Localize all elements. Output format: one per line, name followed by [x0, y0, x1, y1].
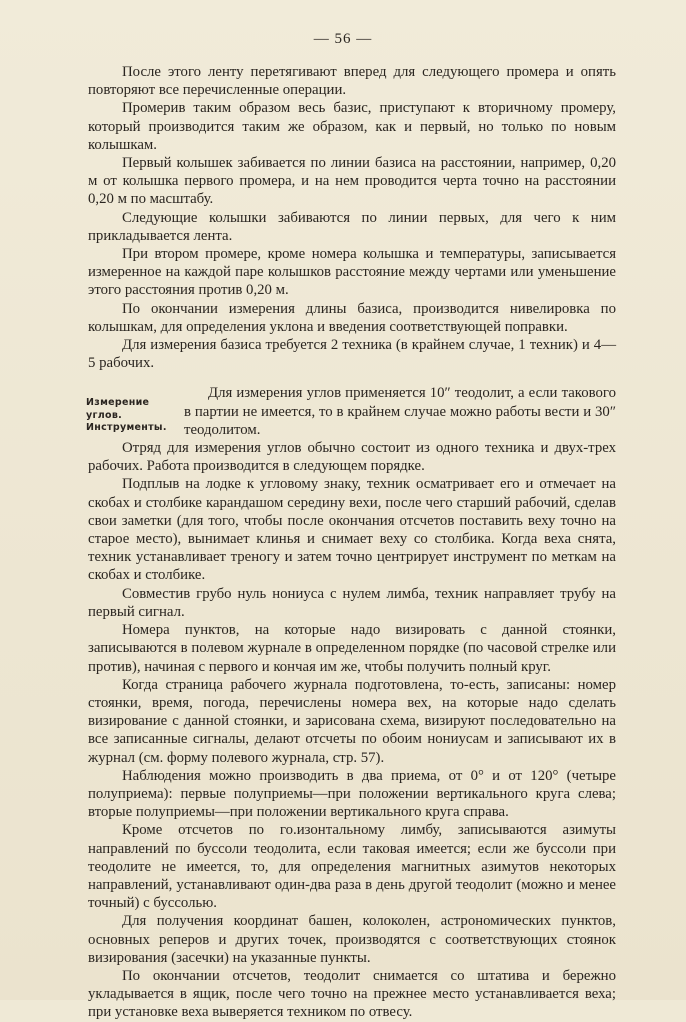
paragraph: Для измерения базиса требуется 2 техника (в крайнем случае, 1 техник) и 4—5 рабочих.: [88, 337, 616, 372]
paragraph: Когда страница рабочего журнала подготовлена, то-есть, записаны: номер стоянки, время, погода, перечислены номера вех, на которые надо сделать визирование с данной стоянки, и зарисована схема, визируют последовательно на все записанные сигналы, делают отсчеты по обоим нониусам и записывают их в журнал (см. форму полевого журнала, стр. 57).: [88, 676, 616, 766]
paragraph: Номера пунктов, на которые надо визировать с данной стоянки, записываются в полевом журнале в определенном порядке (по часовой стрелке или против), начиная с первого и кончая им же, чтобы получить полный круг.: [88, 622, 616, 675]
paragraph: Отряд для измерения углов обычно состоит из одного техника и двух-трех рабочих. Работа производится в следующем порядке.: [88, 440, 616, 475]
paragraph: По окончании измерения длины базиса, производится нивелировка по колышкам, для определения уклона и введения соответствующей поправки.: [88, 300, 616, 335]
paragraph: Совместив грубо нуль нониуса с нулем лимба, техник направляет трубу на первый сигнал.: [88, 585, 616, 620]
section-with-margin-note: [88, 384, 616, 439]
paragraph: Следующие колышки забиваются по линии первых, для чего к ним прикладывается лента.: [88, 209, 616, 244]
paragraph: При втором промере, кроме номера колышка и температуры, записывается измеренное на каждой паре колышков расстояние между чертами или уменьшение этого расстояния против 0,20 м.: [88, 246, 616, 299]
page-number: — 56 —: [313, 31, 373, 47]
paragraph: Наблюдения можно производить в два приема, от 0° и от 120° (четыре полуприема): первые полуприемы—при положении вертикального круга слева; вторые полуприемы—при положении вертикального круга справа.: [88, 767, 616, 821]
body-text: [88, 63, 616, 1022]
paragraph: Для получения координат башен, колоколен, астрономических пунктов, основных реперов и других точек, производятся с соответствующих стоянок визирования (засечки) на указанные пункты.: [88, 913, 616, 966]
paragraph: Промерив таким образом весь базис, приступают к вторичному промеру, который производится таким же образом, как и первый, но только по новым колышкам.: [88, 100, 616, 153]
paragraph: По окончании отсчетов, теодолит снимается со штатива и бережно укладывается в ящик, после чего точно на прежнее место устанавливается веха; при установке веха выверяется техником по отвесу.: [88, 967, 616, 1021]
paragraph: Кроме отсчетов по го.изонтальному лимбу, записываются азимуты направлений по буссоли теодолита, если таковая имеется; если же буссоли при теодолите не имеется, то, для определения магнитных азимутов некоторых направлений, устанавливают один-два раза в день другой теодолит (можно и менее точный) с буссолью.: [88, 822, 616, 912]
paragraph: Для измерения углов применяется 10″ теодолит, а если такового в партии не имеется, то в крайнем случае можно работы вести и 30″ теодолитом.: [184, 385, 616, 438]
paragraph: Первый колышек забивается по линии базиса на расстоянии, например, 0,20 м от колышка первого промера, и на нем проводится черта точно на расстоянии 0,20 м по масштабу.: [88, 155, 616, 208]
margin-note: Измерение углов. Инструменты.: [86, 397, 167, 434]
paragraph: После этого ленту перетягивают вперед для следующего промера и опять повторяют все перечисленные операции.: [88, 64, 616, 99]
paragraph: Подплыв на лодке к угловому знаку, техник осматривает его и отмечает на скобах и столбике карандашом середину вехи, после чего старший рабочий, сделав свои заметки (для того, чтобы после окончания отсчетов поставить веху точно на старое место), вынимает клинья и снимает веху со столбика. Когда веха снята, техник устанавливает треногу и затем точно центрирует инструмент по меткам на скобах и столбике.: [88, 476, 616, 584]
